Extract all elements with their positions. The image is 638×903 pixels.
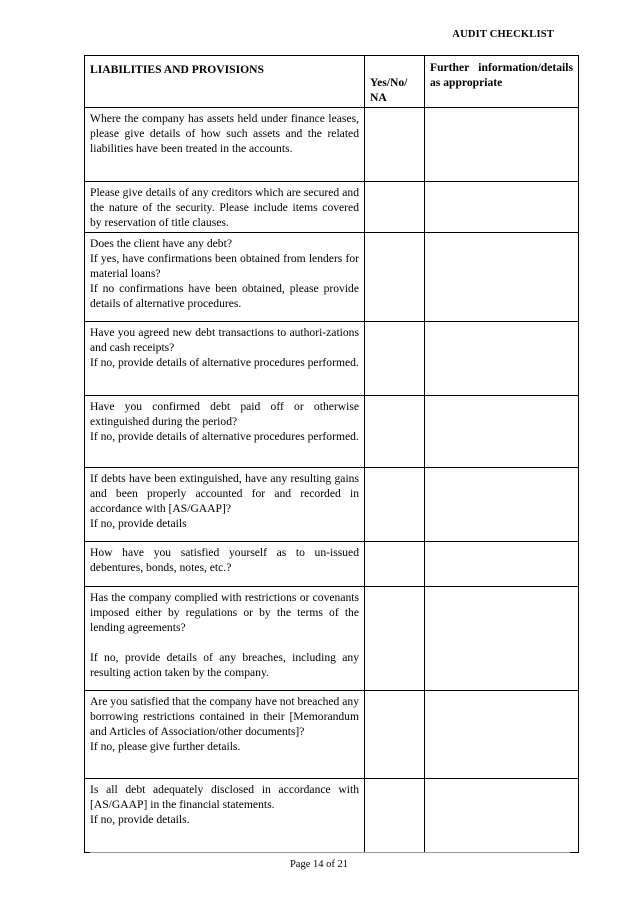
question-text: Please give details of any creditors which are secured and the nature of the security. Please include items covered by reservation of title clauses. xyxy=(90,186,359,229)
question-text: How have you satisfied yourself as to un-issued debentures, bonds, notes, etc.? xyxy=(90,546,359,574)
question-text: Have you agreed new debt transactions to authori-zations and cash receipts? xyxy=(90,326,359,354)
question-cell xyxy=(85,587,365,691)
question-cell xyxy=(85,108,365,182)
further-info-answer-cell[interactable] xyxy=(425,108,579,182)
response-answer-cell[interactable] xyxy=(365,322,425,396)
table-row xyxy=(85,779,579,853)
question-text: Has the company complied with restrictions or covenants imposed either by regulations or by the terms of the lending agreements? xyxy=(90,591,359,634)
question-text: If yes, have confirmations been obtained from lenders for material loans? xyxy=(90,252,359,280)
further-info-answer-cell[interactable] xyxy=(425,779,579,853)
question-text: If no confirmations have been obtained, please provide details of alternative procedures. xyxy=(90,282,359,310)
response-answer-cell[interactable] xyxy=(365,182,425,233)
response-column-header xyxy=(365,56,425,108)
question-text: If no, provide details of alternative procedures performed. xyxy=(90,430,359,443)
further-info-answer-cell[interactable] xyxy=(425,233,579,322)
table-row xyxy=(85,587,579,691)
question-cell xyxy=(85,468,365,542)
question-text: Does the client have any debt? xyxy=(90,237,232,250)
table-row xyxy=(85,542,579,587)
table-row xyxy=(85,396,579,468)
section-title: LIABILITIES AND PROVISIONS xyxy=(85,56,365,108)
question-text: Have you confirmed debt paid off or otherwise extinguished during the period? xyxy=(90,400,359,428)
response-answer-cell[interactable] xyxy=(365,587,425,691)
question-text: Are you satisfied that the company have not breached any borrowing restrictions contained in their [Memorandum and Articles of Association/other documents]? xyxy=(90,695,359,738)
question-text: If no, provide details. xyxy=(90,813,190,826)
response-answer-cell[interactable] xyxy=(365,691,425,779)
further-info-answer-cell[interactable] xyxy=(425,691,579,779)
table-row xyxy=(85,468,579,542)
table-row xyxy=(85,691,579,779)
further-info-answer-cell[interactable] xyxy=(425,542,579,587)
question-cell xyxy=(85,542,365,587)
question-text: If no, provide details of alternative procedures performed. xyxy=(90,356,359,369)
question-text: Is all debt adequately disclosed in accordance with [AS/GAAP] in the financial statements. xyxy=(90,783,359,811)
page-number: Page 14 of 21 xyxy=(289,859,349,870)
table-row xyxy=(85,108,579,182)
table-header-row xyxy=(85,56,579,108)
question-cell xyxy=(85,233,365,322)
question-cell xyxy=(85,779,365,853)
further-info-column-header: Further information/details as appropriate xyxy=(425,56,579,108)
table-row xyxy=(85,322,579,396)
table-row xyxy=(85,182,579,233)
response-answer-cell[interactable] xyxy=(365,396,425,468)
response-answer-cell[interactable] xyxy=(365,108,425,182)
page-header: AUDIT CHECKLIST xyxy=(452,29,554,40)
further-info-answer-cell[interactable] xyxy=(425,587,579,691)
question-text: Where the company has assets held under finance leases, please give details of how such assets and the related liabilities have been treated in the accounts. xyxy=(90,112,359,155)
question-text: If no, please give further details. xyxy=(90,740,241,753)
footer-divider xyxy=(90,852,570,853)
response-answer-cell[interactable] xyxy=(365,542,425,587)
response-answer-cell[interactable] xyxy=(365,233,425,322)
response-answer-cell[interactable] xyxy=(365,468,425,542)
further-info-answer-cell[interactable] xyxy=(425,468,579,542)
blank-line xyxy=(90,635,359,650)
further-info-answer-cell[interactable] xyxy=(425,182,579,233)
table-row xyxy=(85,233,579,322)
further-info-answer-cell[interactable] xyxy=(425,322,579,396)
question-text: If debts have been extinguished, have any resulting gains and been properly accounted for and recorded in accordance with [AS/GAAP]? xyxy=(90,472,359,515)
question-cell xyxy=(85,182,365,233)
question-cell xyxy=(85,322,365,396)
response-header-text: Yes/No/ NA xyxy=(370,76,408,104)
question-cell xyxy=(85,691,365,779)
audit-checklist-table xyxy=(84,55,579,853)
question-cell xyxy=(85,396,365,468)
question-text: If no, provide details xyxy=(90,517,187,530)
question-text: If no, provide details of any breaches, including any resulting action taken by the company. xyxy=(90,651,359,679)
response-answer-cell[interactable] xyxy=(365,779,425,853)
further-info-answer-cell[interactable] xyxy=(425,396,579,468)
